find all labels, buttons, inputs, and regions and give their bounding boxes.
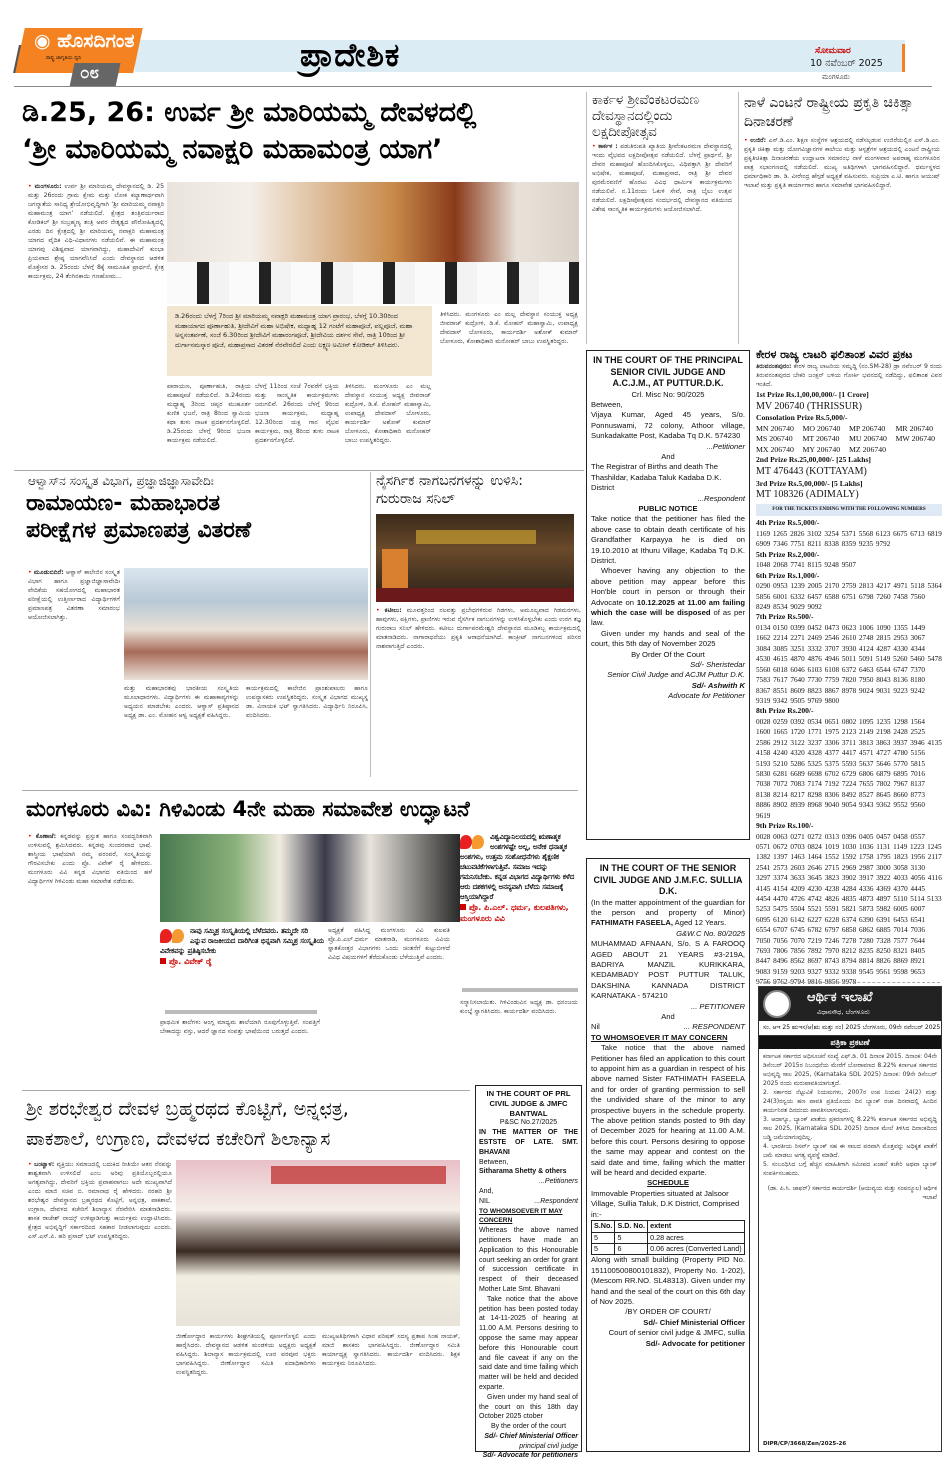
prize-label: 9th Prize Rs.100/-: [756, 820, 814, 830]
court-notice-bantwal: [475, 1085, 582, 1460]
nature-cure-story: [744, 94, 940, 344]
lead-body-text: ತಿಳಿಸಿದರು. ಮಂಗಳೂರು ಎಂ ಮಲ್ಲ ದೇವಸ್ಥಾನ ಸಂಯುಕ್ತ ಅಧ್ಯಕ್ಷ ಜೀವರಾಜ್ ಕುದ್ರೋಳಿ, ಡಿ.ಕೆ. ಮೋಹನ್ ಮಹಾಸ್ವಾಮಿ, ಉಪಾಧ್ಯಕ್ಷ ದೇವದಾಸ್ ಬೋಳೂರು, ಕಾರ್ಯದರ್ಶಿ ಅಶೋಕ್ ಕುಮಾರ್ ಬೋಳೂರು, ಕೋಶಾಧಿಕಾರಿ ಮನೋಹರ್ ಬಾಬು ಉಪಸ್ಥಿತರಿದ್ದರು.: [440, 311, 578, 345]
notice-role: ...Respondent: [534, 1197, 578, 1205]
square-bullet-icon: [160, 958, 166, 964]
notice-signature-role: Advocate for Petitioner: [668, 691, 745, 701]
prize-numbers: 0028 0063 0271 0272 0313 0396 0405 0457 0458 0557 0571 0672 0703 0824 1019 1030 1036 1131 1149 1223 1245 1382 1397 1463 1464 1552 1592 1758 1795 1823 1956 2117 2541 2573 2603 2646 2715 2969 2987 3000 3058 3130 3297 3374 3633 3645 3823 3902 3917 3922 4033 4056 4116 4145 4154 4209 4230 4238 4284 4336 4369 4370 4445 4454 4470 4726 4742 4826 4835 4873 4897 5110 5114 5133 5253 5475 5504 5521 5591 5821 5873 5982 6005 6007 6095 6120 6142 6227 6228 6374 6390 6391 6453 6541 6554 6707 6745 6782 6797 6858 6862 6885 7014 7036 7050 7056 7070 7219 7246 7278 7280 7328 7577 7644 7693 7806 7856 7892 7970 8212 8235 8250 8321 8405 8447 8496 8562 8697 8743 8794 8814 8826 8869 8921 9083 9159 9203 9327 9332 9338 9545 9561 9598 9653 9756 9762 9794 9816 9856 9978: [756, 832, 942, 987]
brand-tagline: ರಾಷ್ಟ್ರ ಜಾಗೃತಿಯ ಧ್ವನಿ: [46, 55, 82, 61]
nature-cure-headline[interactable]: ನಾಳೆ ಎಂಟನೆ ರಾಷ್ಟ್ರೀಯ ಪ್ರಕೃತಿ ಚಿಕಿತ್ಸಾ ದಿನಾಚರಣೆ: [744, 95, 914, 130]
lower-prizes: [756, 518, 942, 987]
nature-cure-body-text: ಎಸ್.ಡಿ.ಎಂ. ಶಿಕ್ಷಣ ಸಂಸ್ಥೆಗಳ ಆಶ್ರಯದಲ್ಲಿ ನಡೆಸಲ್ಪಡುವ ಉಜಿರೆಯಲ್ಲಿನ ಎಸ್.ಡಿ.ಎಂ. ಪ್ರಕೃತಿ ಚಿಕಿತ್ಸಾ ಮತ್ತು ಯೋಗವಿಜ್ಞಾನಗಳ ಕಾಲೇಜು ಮತ್ತು ಆಸ್ಪತ್ರೆಗಳ ಆಶ್ರಯದಲ್ಲಿ ಎಂಟನೆ ರಾಷ್ಟ್ರೀಯ ಪ್ರಕೃತಿಚಿಕಿತ್ಸಾ ದಿನಾಚರಣೆಯ ಉದ್ಘಾಟನಾ ಸಮಾರಂಭ ನಾಳೆ ಮಂಗಳವಾರ ಅಪರಾಹ್ನ ಮಂಗಳೂರಿನ ಪಾತ್ರ ಸಭಾಂಗಣದಲ್ಲಿ ನಡೆಯಲಿದೆ. ಮುಖ್ಯ ಅತಿಥಿಗಳಾಗಿ ಭಾಗವಹಿಸಲಿದ್ದಾರೆ. ಧರ್ಮಸ್ಥಳದ ಧರ್ಮಾಧಿಕಾರಿ ಡಾ. ಡಿ. ವೀರೇಂದ್ರ ಹೆಗ್ಗಡೆ ಅಧ್ಯಕ್ಷತೆ ವಹಿಸುವರು. ಸುಪ್ರಿಯಾ ಎ.ಟಿ. ಹಾಗೂ ಆಯುಷ್ ಇಲಾಖೆ ಮತ್ತು ಪ್ರಕೃತಿ ಕಾರ್ಯಾಗಾರ ಹಾಗೂ ಸಮಾವೇಶ ಭಾಗವಹಿಸಲಿದ್ದಾರೆ.: [744, 137, 940, 189]
gov-ad-body: [759, 1049, 941, 1205]
lottery-intro: [756, 362, 942, 390]
notice-and: And: [661, 1011, 675, 1021]
gov-ad-para: 2. ಸರ್ಕಾರದ ನೆಟ್ಟುವಿಕೆ ನಿಯಮಗಳು, 2007ರ ಉಪ ನಿಯಮ 24(2) ಮತ್ತು 24(3)ರನ್ವಯ ಹಣ ಪಾವತಿ ಪ್ರತಿಯೊಂದು ದಿನ ಬ್ಯಾಂಕ್ ರಜಾ ದಿನವಾದಲ್ಲಿ ಹಿಂದಿನ ಕಾರ್ಯನಿರತ ದಿನದಂದು ಪಾವತಿಸಲಾಗುವುದು.: [763, 1089, 937, 1114]
edition-city: ಮಂಗಳೂರು: [822, 73, 850, 81]
quote-attribution: [460, 902, 580, 924]
issue-date: 10 ನವೆಂಬರ್ 2025: [810, 58, 883, 69]
notice-text: (In the matter appointment of the guardian for the person and property of Minor): [591, 897, 745, 917]
notice-and: And,: [479, 1187, 494, 1195]
third-prize-winner: MT 108326 (ADIMALY): [756, 489, 859, 501]
prize-numbers: 0134 0150 0399 0452 0473 0623 1006 1090 1355 1449 1662 2214 2271 2469 2546 2610 2748 2815 2953 3067 3084 3085 3251 3332 3707 3930 4124 4287 4330 4344 4530 4615 4870 4876 4946 5011 5091 5149 5260 5460 5478 5560 6018 6046 6103 6108 6372 6463 6544 6747 7370 7583 7617 7640 7730 7759 7820 7950 8043 8136 8180 8367 8551 8609 8823 8867 8978 9024 9031 9223 9242 9319 9342 9505 9769 9800: [756, 624, 942, 705]
temple-headline-line1: ಶ್ರೀ ಶರಭೇಶ್ವರ ದೇವಳ ಬ್ರಹ್ಮರಥದ ಕೊಟ್ಟಿಗೆ, ಅನ್ನಛತ್ರ,: [26, 1098, 349, 1120]
schedule-intro: Immovable Properties situated at Jalsoor Village, Sullia Taluk, D.K District, Comprised in:-: [591, 1188, 740, 1219]
lottery-results: [756, 348, 942, 987]
lead-body-col3: ಬೆಳಗ್ಗೆ 11ರಿಂದ ಸಂಜೆ 7ರವರೆಗೆ ಭಕ್ತಿಯ ಮತ್ತು ಸಾಂಸ್ಕೃತಿಕ ಕಾರ್ಯಕ್ರಮಗಳು ಜರುಗಲಿವೆ. 26ರಂದು ಬೆಳಗ್ಗೆ 9ರಿಂದ ಭಜನಾ ಕಾರ್ಯಕ್ರಮ, ಮಧ್ಯಾಹ್ನ 12.30ರಿಂದ ಯಕ್ಷ ಗಾನ ವೈಭವ ಕಾರ್ಯಕ್ರಮ, ರಾತ್ರಿ 8ರಿಂದ ತುಳು ನಾಟಕ ಪ್ರದರ್ಶನಗೊಳ್ಳಲಿದೆ.: [255, 383, 339, 444]
notice-para: Take notice that the petitioner has filed the above case to obtain death certificate of his Grandfather Karpayya he is died on 19.10.2010 at Ithuru Village, Kadaba Tq D.K. District.: [591, 514, 745, 565]
dateline: ಕಾರ್ಕಳ :: [598, 143, 618, 150]
alvas-body-col1: [28, 568, 120, 774]
notice-signature-role: principal civil judge: [519, 1442, 578, 1450]
gov-ad-code: DIPR/CP/3668/Zen/2025-26: [763, 1441, 847, 1447]
temple-photo: [176, 1160, 460, 1326]
prize-numbers: 1048 2068 7741 8115 9248 9507: [756, 561, 856, 570]
notice-court: IN THE COURT OF PRL CIVIL JUDGE & JMFC BANTWAL: [486, 1089, 571, 1118]
page-number: ೦೮: [80, 63, 100, 83]
notice-para: [591, 566, 745, 628]
notice-between: Between,: [591, 399, 623, 409]
consolation-number: MY 206740: [802, 444, 841, 454]
ticket-ending-band: FOR THE TICKETS ENDING WITH THE FOLLOWING NUMBERS: [756, 504, 942, 517]
quote-author: ಪ್ರೊ. ಪಿ.ಎಲ್. ಧರ್ಮ, ಕುಲಪತಿಗಳು, ಮಂಗಳೂರು ವಿವಿ: [460, 903, 569, 923]
lottery-headline[interactable]: ಕೇರಳ ರಾಜ್ಯ ಲಾಟರಿ ಫಲಿತಾಂಶ ವಿವರ ಪ್ರಕಟ: [756, 348, 913, 361]
notice-court: IN THE COURT OF THE SENIOR CIVIL JUDGE AND J.M.F.C. SULLIA D.K.: [593, 863, 743, 896]
notice-para: Whereas the above named petitioners have made an Application to this Honourable court seeking an order for grant of succession certificate in respect of their deceased Mother Late Smt. Bhavani: [479, 1227, 578, 1293]
quote-icon: [460, 832, 486, 852]
lead-body-text: ಉರ್ವ ಶ್ರೀ ಮಾರಿಯಮ್ಮ ದೇವಸ್ಥಾನದಲ್ಲಿ ಡಿ. 25 ಮತ್ತು 26ರಂದು ಗ್ರಾಮ ಕ್ಷೇಮ ಮತ್ತು ಲೋಕ ಕಲ್ಯಾಣಾರ್ಥವಾಗಿ ಜಗನ್ಮಾತೆಯ ಸಾನಿಧ್ಯ ಶ್ರೇಯೋಭಿವೃದ್ಧಿಗಾಗಿ ‘ಶ್ರೀ ಮಾರಿಯಮ್ಮ ನವಾಕ್ಷರಿ ಮಹಾಮಂತ್ರ ಯಾಗ’ ನಡೆಯಲಿದೆ. ಕ್ಷೇತ್ರದ ತಂತ್ರಿವರ್ಯರಾದ ಕೋಡಿಕಲ್ ಶ್ರೀ ಸುಬ್ರಹ್ಮಣ್ಯ ತಂತ್ರಿ ಅವರ ನೇತೃತ್ವದ ಪೌರೋಹಿತ್ಯದಲ್ಲಿ ಎರಡು ದಿನ ಕ್ಷೇತ್ರದಲ್ಲಿ ಶ್ರೀ ಮಾರಿಯಮ್ಮ ನವಾಕ್ಷರಿ ಮಹಾಮಂತ್ರ ಯಾಗದ ವೈದಿಕ ವಿಧಿ-ವಿಧಾನಗಳು ನಡೆಯಲಿವೆ. ಈ ಮಹಾಮಂತ್ರ ಯಾಗವು ವಿಶಿಷ್ಟವಾದ ಯಾಗವಾಗಿದ್ದು, ಮಹಾದೇವಿಗೆ ಕುಂಭಾ ಪ್ರಿಯವಾದ ಶ್ರೇಷ್ಠ ಯಾಗವೆನಿಸಿದೆ ಎಂದು ದೇವಸ್ಥಾನದ ಆಡಳಿತ ಮೊಕ್ತೇಸರ ಡಿ. 25ರಂದು ಬೆಳಗ್ಗೆ 8ಕ್ಕೆ ಸಾಮೂಹಿಕ ಪ್ರಾರ್ಥನೆ, ಕ್ಷೇತ್ರ ಕಾರ್ಯಕ್ರಮ, 24 ತೆಂಗಿನಕಾಯಿ ಗಣಹೋಮ...: [28, 183, 165, 280]
dateline: ಕಟೀಲು:: [384, 607, 402, 614]
lead-headline[interactable]: [22, 94, 582, 168]
quote-box-vivek-rai: [160, 926, 324, 1000]
dateline: ಉಜಿರೆ:: [750, 137, 767, 144]
masthead: [0, 0, 945, 88]
gov-ad-band: ಪತ್ರಿಕಾ ಪ್ರಕಟಣೆ: [759, 1036, 941, 1049]
notice-para: Given under my hands and seal of the court, this 5th day of November 2025: [591, 628, 745, 649]
notice-respondent-row: [479, 1197, 578, 1207]
university-headline[interactable]: ಮಂಗಳೂರು ವಿವಿ: ಗಿಳಿವಿಂಡು 4ನೇ ಮಹಾ ಸಮಾವೇಶ ಉದ್ಘಾಟನೆ: [26, 797, 470, 821]
brand-logo: ◉ ಹೊಸದಿಗಂತ: [34, 30, 135, 52]
prize-numbers: 0028 0259 0392 0534 0651 0802 1095 1235 1298 1564 1600 1665 1720 1771 1975 2123 2149 2198 2428 2525 2586 2912 3122 3237 3306 3711 3813 3863 3937 3946 4135 4158 4240 4320 4328 4377 4417 4571 4727 4780 5156 5193 5210 5286 5325 5375 5593 5637 5646 5770 5815 5830 6281 6689 6698 6702 6729 6806 6879 6895 7016 7038 7072 7083 7174 7192 7224 7655 7802 7967 8137 8138 8214 8217 8298 8306 8492 8527 8645 8660 8773 8886 8902 8939 8968 9040 9054 9343 9362 9552 9560 9619: [756, 717, 942, 820]
notice-signature-role: Senior Civil Judge and ACJM Puttur D.K.: [607, 670, 745, 680]
caption-text: ಡಿ.26ರಂದು ಬೆಳಗ್ಗೆ 7ರಿಂದ ಶ್ರೀ ಮಾರಿಯಮ್ಮ ನವಾಕ್ಷರಿ ಮಹಾಮಂತ್ರ ಯಾಗ ಪ್ರಾರಂಭ, ಬೆಳಗ್ಗೆ 10.30ರಿಂದ ಮಹಾಯಾಗದ ಪೂರ್ಣಾಹುತಿ, ಶ್ರೀದೇವಿಗೆ ಮಹಾ ಅಭಿಷೇಕ, ಮಧ್ಯಾಹ್ನ 12 ಗಂಟೆಗೆ ಮಹಾಪೂಜೆ, ಪಲ್ಲಪೂಜೆ, ಮಹಾ ಅನ್ನಸಂತರ್ಪಣೆ, ಸಂಜೆ 6.30ರಿಂದ ಶ್ರೀದೇವಿಗೆ ಮಹಾರಂಗಪೂಜೆ, ಶ್ರೀದೇವಿಯ ದರ್ಶನ ಸೇವೆ, ರಾತ್ರಿ 10ರಿಂದ ಶ್ರೀ ದುರ್ಗಾನಮಸ್ಕಾರ ಪೂಜೆ, ಮಹಾಪ್ರಸಾದ ವಿತರಣೆ ನೆರವೇರಲಿದೆ ಎಂದು ಲಕ್ಷ್ಮಣ ಅಮೀನ್ ಕೋಡಿಕಲ್ ತಿಳಿಸಿದರು.: [175, 312, 413, 349]
section-title: ಪ್ರಾದೇಶಿಕ: [300, 36, 401, 74]
quote-icon: [160, 926, 186, 946]
notice-case-no: P&SC No.27/2025: [499, 1119, 558, 1127]
bullet-icon: •: [28, 183, 35, 190]
prize-label: 6th Prize Rs.1,000/-: [756, 570, 820, 580]
university-body-text: ಕನ್ನಡವನ್ನು ಪ್ರಸ್ತುತ ಹಾಗೂ ಸಂಪದ್ಭರಿತವಾಗಿ ಉಳಿಸುವಲ್ಲಿ ಶ್ರಮಿಸಿದವರು. ಕನ್ನಡವು ಸುಂದರವಾದ ಭಾಷೆ. ಶಾಸ್ತ್ರೀಯ ಭಾಷೆಯಾಗಿ ನಮ್ಮ ಪರಂಪರೆ, ಸಂಸ್ಕೃತಿಯನ್ನು ಗೌರವಿಸಬೇಕು ಎಂದು ಪ್ರೊ. ವಿವೇಕ್ ರೈ ಹೇಳಿದರು. ಮಂಗಳೂರು ವಿವಿ ಕನ್ನಡ ವಿಭಾಗದ ವತಿಯಿಂದ ಹಳೆ ವಿದ್ಯಾರ್ಥಿಗಳ ಗಿಳಿವಿಂಡು ಮಹಾ ಸಮಾವೇಶ ನಡೆಯಿತು.: [28, 833, 152, 885]
square-bullet-icon: [460, 904, 466, 910]
alvas-story: [0, 472, 372, 777]
notice-role: ... RESPONDENT: [683, 1022, 745, 1032]
notice-signature: Sd/- Advocate for petitioners: [482, 1452, 578, 1460]
alvas-body-text: ಆಳ್ವಾಸ್ ಕಾಲೇಜಿನ ಸಂಸ್ಕೃತ ವಿಭಾಗ ಹಾಗೂ ಪ್ರಜ್ಞಾಜಿಜ್ಞಾಸಾವೇದಿಃ ವೇದಿಕೆಯ ಸಹಯೋಗದಲ್ಲಿ ಮಹಾಭಾರತ ಪರೀಕ್ಷೆಯಲ್ಲಿ ಉತ್ತೀರ್ಣರಾದ ವಿದ್ಯಾರ್ಥಿಗಳಿಗೆ ಪ್ರಮಾಣಪತ್ರ ವಿತರಣಾ ಸಮಾರಂಭ ಆಯೋಜಿಸಲಾಗಿತ್ತು.: [28, 569, 120, 621]
notice-signature-role: Court of senior civil judge & JMFC, sullia: [608, 1328, 745, 1338]
naga-body: [376, 606, 581, 774]
notice-role: ...Respondent: [697, 493, 745, 503]
gov-ad-para: 5. ಸಂಬಂಧಿಸಿದ ಬಗ್ಗೆ ಹೆಚ್ಚಿನ ಮಾಹಿತಿಗಾಗಿ ಸಮೀಪದ ಖಜಾನೆ ಕಚೇರಿ ಅಥವಾ ಬ್ಯಾಂಕ್ ಸಂಪರ್ಕಿಸಬಹುದು.: [763, 1161, 937, 1177]
state-emblem-icon: [763, 990, 791, 1018]
gov-finance-ad: [758, 986, 942, 1452]
bullet-icon: •: [592, 143, 599, 150]
bullet-icon: •: [28, 1161, 35, 1168]
lead-body-col5: [440, 310, 578, 464]
section-divider: [758, 982, 940, 983]
consolation-number: MW 206740: [895, 434, 935, 444]
university-story: [0, 792, 582, 1088]
alvas-headline-line2: ಪರೀಕ್ಷೆಗಳ ಪ್ರಮಾಣಪತ್ರ ವಿತರಣೆ: [26, 518, 251, 543]
notice-case-no: Crl. Misc No: 90/2025: [631, 389, 705, 399]
gov-ad-para: 4. ಭಾರತೀಯ ರಿಸರ್ವ್ ಬ್ಯಾಂಕ್ ಸಹ ಈ ಸಾಲದ ಪರವಾಗಿ ಮೊತ್ತವನ್ನು ಅಧಿಕೃತ ಖಾತೆಗೆ ಜಮೆ ಮಾಡಲು ಅಗತ್ಯ ವ್ಯವಸ್ಥೆ ಮಾಡಿದೆ.: [763, 1143, 937, 1159]
lottery-table: [756, 390, 942, 988]
notice-title: PUBLIC NOTICE: [638, 503, 698, 513]
second-prize-label: 2nd Prize Rs.25,00,000/- [25 Lakhs]: [756, 455, 871, 465]
first-prize-winner: MV 206740 (THRISSUR): [756, 400, 862, 412]
nature-cure-body: [744, 136, 940, 336]
column-divider: [586, 92, 587, 344]
bullet-icon: •: [376, 607, 385, 614]
gov-ad-dept: ಆರ್ಥಿಕ ಇಲಾಖೆ: [807, 990, 873, 1005]
schedule-header-row: [592, 1221, 745, 1232]
issue-day: ಸೋಮವಾರ: [815, 46, 851, 56]
schedule-row: [592, 1243, 745, 1254]
prize-label: 7th Prize Rs.500/-: [756, 612, 814, 622]
naga-headline[interactable]: ನೈಸರ್ಗಿಕ ನಾಗಬನಗಳನ್ನು ಉಳಿಸಿ: ಗುರುರಾಜ ಸನಿಲ್: [376, 473, 523, 507]
globe-icon: ◉: [34, 30, 51, 52]
gov-ad-para: 3. ಆದಾಗ್ಯೂ, ಬ್ಯಾಂಕ್ ಖಾತೆಯ ಪ್ರಕರಣಗಳಲ್ಲಿ 8.22% ಕರ್ನಾಟಕ ಸರ್ಕಾರದ ಅಭಿವೃದ್ಧಿ ಸಾಲ 2025, (Karnataka SDL 2025) ದಿನಾಂಕ ಮೇಲೆ ತಿಳಿಸಿದ ದಿನಾಂಕದಿಂದ ಬಡ್ಡಿ ಜಮೆಯಾಗುವುದಿಲ್ಲ.: [763, 1116, 937, 1141]
university-body-col1: [28, 832, 152, 1082]
dateline: ಮೂಡುಬಿದಿರೆ:: [33, 569, 64, 576]
lead-photo: [167, 182, 579, 304]
prize-label: 4th Prize Rs.5,000/-: [756, 518, 820, 528]
quote-box-dharma: [460, 832, 580, 982]
notice-role: ... PETITIONER: [690, 1001, 745, 1011]
prize-label: 8th Prize Rs.200/-: [756, 706, 814, 716]
notice-para: Given under my hand seal of the court on this 18th day October 2025 ctober: [479, 1393, 578, 1421]
alvas-body-col2: ಮತ್ತು ಮಹಾಭಾರತವು ಭಾರತೀಯ ಸಂಸ್ಕೃತಿಯ ಮೂಲಾಧಾರಗಳು. ವಿದ್ಯಾರ್ಥಿಗಳು ಈ ಮಹಾಕಾವ್ಯಗಳನ್ನು ಅಧ್ಯಯನ ಮಾಡಬೇಕು ಎಂದರು. ಆಳ್ವಾಸ್ ಪ್ರತಿಷ್ಠಾನದ ಅಧ್ಯಕ್ಷ ಡಾ. ಎಂ. ಮೋಹನ ಆಳ್ವ ಅಧ್ಯಕ್ಷತೆ ವಹಿಸಿದ್ದರು.: [124, 685, 239, 719]
lead-headline-line2: ‘ಶ್ರೀ ಮಾರಿಯಮ್ಮ ನವಾಕ್ಷರಿ ಮಹಾಮಂತ್ರ ಯಾಗ’: [22, 134, 443, 165]
gov-ad-ref: ಸಂ. ಆಇ 25 ಋಇಸ/ಆ(ಋ ಮತ್ತು ನಂ) 2025 ಬೆಂಗಳೂರು, 09ನೇ ನವೆಂಬರ್ 2025: [759, 1021, 941, 1036]
quote-divider: [462, 988, 578, 992]
notice-signature: Sd/- Chief Ministerial Officer: [484, 1432, 578, 1440]
notice-between: Between,: [479, 1158, 509, 1166]
section-divider: [22, 1090, 470, 1091]
karkala-story: [592, 92, 732, 344]
karkala-headline[interactable]: ಕಾರ್ಕಳ ಶ್ರೀವೆಂಕಟರಮಣ ದೇವಸ್ಥಾನದಲ್ಲಿಂದು ಲಕ್ಷದೀಪೋತ್ಸವ: [592, 92, 700, 140]
notice-para: Take notice that the above petition has been posted today at 14-11-2025 of hearing at 11.00 A.M. Persons desiring to oppose the same may appear before this Honourable court and file caveat if any on the said date and time failing which matter will be held and decided exparte.: [479, 1295, 578, 1391]
consolation-number: MT 206740: [802, 434, 840, 444]
naga-story: [376, 472, 581, 777]
lottery-intro-text: ಕೇರಳ ರಾಜ್ಯ ಲಾಟರಿಯ ಸಮೃದ್ಧಿ (ನಂ.SM-28) ಡ್ರಾ ನವೆಂಬರ್ 9 ರಂದು ತಿರುವನಂತಪುರದ ಬೇಕರಿ ಜಂಕ್ಷನ್ ಬಳಿಯ ಗೋರ್ಕಿ ಭವನದಲ್ಲಿ ನಡೆದಿದ್ದು, ಫಲಿತಾಂಶ ವಿವರ ಇಂತಿದೆ.: [756, 363, 942, 388]
notice-respondent: The Registrar of Births and death The Thashildar, Kadaba Taluk Kadaba D.K. District: [591, 462, 722, 493]
quote-attribution: [160, 956, 324, 967]
section-divider: [22, 790, 578, 791]
gov-ad-location: ವಿಧಾನಸೌಧ, ಬೆಂಗಳೂರು: [817, 1008, 870, 1016]
dateline: ಕೊಣಾಜೆ:: [35, 833, 57, 840]
masthead-band: [135, 40, 905, 72]
lead-body-col1: [28, 182, 164, 464]
temple-headline-line2: ಪಾಕಶಾಲೆ, ಉಗ್ರಾಣ, ದೇವಳದ ಕಚೇರಿಗೆ ಶಿಲಾನ್ಯಾಸ: [26, 1128, 331, 1150]
prize-numbers: 1169 1265 2826 3102 3254 5371 5568 6123 6675 6713 6819 6909 7346 7751 8211 8338 8359 9235 9792: [756, 529, 942, 549]
alvas-photo: [124, 568, 368, 680]
consolation-number: MU 206740: [849, 434, 887, 444]
court-notice-sullia: [586, 858, 750, 1452]
schedule-row: [592, 1232, 745, 1243]
schedule-cell: 0.28 acres: [648, 1232, 745, 1243]
consolation-number: MO 206740: [802, 423, 841, 433]
schedule-header: extent: [648, 1221, 745, 1232]
notice-nil: Nil: [591, 1022, 600, 1032]
temple-body-col3: ಮುಖ್ಯಅತಿಥಿಗಳಾಗಿ ವಿಧಾನ ಪರಿಷತ್ ಸದಸ್ಯ ಪ್ರತಾಪ ಸಿಂಹ ನಾಯಕ್, ಮಾಜಿ ಶಾಸಕರು ಭಾಗವಹಿಸಿದ್ದರು. ಜೀರ್ಣೋದ್ಧಾರ ಸಮಿತಿ ಕಾರ್ಯಾಧ್ಯಕ್ಷ ಸ್ವಾಗತಿಸಿದರು. ಕಾರ್ಯದರ್ಶಿ ವಂದಿಸಿದರು. ಶಿಕ್ಷಕ ಕಾರ್ಯಕ್ರಮ ನಿರೂಪಿಸಿದರು.: [322, 1333, 460, 1367]
gov-ad-signature: (ಡಾ. ಪಿ.ಸಿ. ಜಾಫರ್) ಸರ್ಕಾರದ ಕಾರ್ಯದರ್ಶಿ (ಆಯವ್ಯಯ ಮತ್ತು ಸಂಪನ್ಮೂಲ) ಆರ್ಥಿಕ ಇಲಾಖೆ: [767, 1185, 937, 1201]
column-divider: [370, 472, 371, 777]
alvas-headline[interactable]: [26, 490, 371, 544]
schedule-cell: 5: [592, 1243, 615, 1254]
consolation-label: Consolation Prize Rs.5,000/-: [756, 413, 848, 423]
court-notice-puttur: [586, 350, 750, 840]
notice-signature: Sd/- Chief Ministerial Officer: [643, 1317, 745, 1327]
schedule-cell: 0.06 acres (Converted Land): [648, 1243, 745, 1254]
notice-matter: [591, 898, 745, 929]
quote-author: ಪ್ರೊ. ವಿವೇಕ್ ರೈ: [169, 957, 212, 966]
lead-headline-line1: ಡಿ.25, 26: ಉರ್ವ ಶ್ರೀ ಮಾರಿಯಮ್ಮ ದೇವಳದಲ್ಲಿ: [22, 97, 477, 128]
bullet-icon: •: [744, 137, 751, 144]
gov-ad-para: ಕರ್ನಾಟಕ ಸರ್ಕಾರದ ಅಧಿಸೂಚನೆ ಸಂಖ್ಯೆ ಎಫ್.ಡಿ. 01 ದಿನಾಂಕ 2015. ದಿನಾಂಕ: 04ನೇ ಡಿಸೆಂಬರ್ 2015ರ ನಿಬಂಧನೆಯ ಮೇರೆಗೆ ಬೋರಾವಣದ 8.22% ಕರ್ನಾಟಕ ಸರ್ಕಾರದ ಅಭಿವೃದ್ಧಿ ಸಾಲ 2025, (Karnataka SDL 2025) ದಿನಾಂಕ: 09ನೇ ಡಿಸೆಂಬರ್ 2025 ರಂದು ಮರುಪಾವತಿಯಾಗುತ್ತದೆ.: [763, 1053, 937, 1087]
notice-respondent-row: [591, 1022, 745, 1032]
schedule-table: [591, 1220, 745, 1255]
notice-text: of as per law.: [591, 608, 745, 628]
lead-story: [0, 90, 585, 468]
schedule-header: S.No.: [592, 1221, 615, 1232]
notice-para: Along with small building (Property PID No. 151100500800101832), Property No. 1-202), (Mescom RR.NO. SL48313). Given under my hand and the seal of the court on this 6th day of Nov 2025.: [591, 1255, 745, 1306]
temple-headline[interactable]: [26, 1094, 471, 1154]
naga-body-text: ಮೂವತ್ತರಿಂದ ನಲವತ್ತು ಪ್ರಬೇಧಗಳಿರುವ ಗಿಡಗಳು, ಅಮೂಲ್ಯವಾದ ಗಿಡಮರಗಳು, ಹಾವುಗಳು, ಪಕ್ಷಿಗಳು, ಪ್ರಾಣಿಗಳು ಇರುವ ನೈಸರ್ಗಿಕ ನಾಗಬನಗಳನ್ನು ಉಳಿಸಿಕೊಳ್ಳಬೇಕು ಎಂದು ಉರಗ ತಜ್ಞ ಗುರುರಾಜ ಸನಿಲ್ ಹೇಳಿದರು. ಕಟೀಲು ದುರ್ಗಾಪರಮೇಶ್ವರಿ ದೇವಸ್ಥಾನದ ಮೂಡಿಕಬ್ಬ ಕಾರ್ಯಕ್ರಮದಲ್ಲಿ ಮಾತನಾಡಿದರು. ನಾಗಾರಾಧನೆಯು ಪ್ರಕೃತಿ ಆರಾಧನೆಯಾಗಿದೆ. ಕಾಂಕ್ರೀಟ್ ನಾಗಬನಗಳಿಂದ ಪರಿಸರ ನಾಶವಾಗುತ್ತಿದೆ ಎಂದರು.: [376, 607, 581, 650]
schedule-cell: 5: [592, 1232, 615, 1243]
temple-body-col2: ಜೀರ್ಣೋದ್ಧಾರ ಕಾರ್ಯಗಳು ಶೀಘ್ರಗತಿಯಲ್ಲಿ ಪೂರ್ಣಗೊಳ್ಳಲಿ ಎಂದು ಹಾರೈಸಿದರು. ದೇವಸ್ಥಾನದ ಆಡಳಿತ ಮಂಡಳಿಯ ಅಧ್ಯಕ್ಷರು ಅಧ್ಯಕ್ಷತೆ ವಹಿಸಿದ್ದರು. ಶಿಲಾನ್ಯಾಸ ಕಾರ್ಯಕ್ರಮದಲ್ಲಿ ಊರ ಪರವೂರ ಭಕ್ತರು ಭಾಗವಹಿಸಿದ್ದರು. ಜೀರ್ಣೋದ್ಧಾರ ಸಮಿತಿ ಪದಾಧಿಕಾರಿಗಳು ಉಪಸ್ಥಿತರಿದ್ದರು.: [176, 1333, 316, 1376]
university-body-col2: ಪ್ರಾಥಮಿಕ ಶಾಲೆಗಳು ಆಂಗ್ಲ ಮಾಧ್ಯಮ ಶಾಲೆಯಾಗಿ ರೂಪುಗೊಳ್ಳುತ್ತಿವೆ. ಸಂಪತ್ತಿಗೆ ಬೇಕಾದದ್ದು ವಸ್ತು, ಆದರೆ ಜ್ಞಾನದ ಸಂಪತ್ತು ಭಾಷೆಯಿಂದ ಬರುತ್ತದೆ ಎಂದರು.: [160, 1019, 320, 1035]
notice-signature: Sd/- Ashwith K: [691, 680, 745, 690]
notice-role: ...Petitioner: [706, 441, 745, 451]
notice-petitioner: Vijaya Kumar, Aged 45 years, S/o. Ponnuswami, 72 colony, Athoor village, Sunkadakatte Post, Kadaba Tq D.K. 574230: [591, 410, 745, 441]
consolation-numbers: [756, 424, 942, 456]
consolation-number: MP 206740: [849, 423, 886, 433]
naga-photo: [376, 514, 574, 602]
notice-text: Whoever having any objection to the above petition may appear before this Hon'ble court in person or through their Advocate on: [591, 566, 745, 607]
alvas-kicker: ಆಳ್ವಾಸ್‌ನ ಸಂಸ್ಕೃತ ವಿಭಾಗ, ಪ್ರಜ್ಞಾಜಿಜ್ಞಾಸಾವೇದಿಃ: [28, 474, 214, 488]
temple-body-text: ವ್ಯಕ್ತಿಯು ಸಮಾಜದಲ್ಲಿ ಬದುಕಿದ ರೀತಿಯೇ ಆತನ ನೆನಪನ್ನು ಶಾಶ್ವತವಾಗಿ ಉಳಿಸಲಿದೆ ಎಂಬ ಅರಿವು ಪ್ರತಿಯೊಬ್ಬರಲ್ಲಿಯೂ ಅಗತ್ಯವಾಗಿದ್ದು, ದೇವರಿಗೆ ಭಕ್ತಿಯ ಪ್ರವಾಹವಾಗಲು ಅದೇ ಮುಖ್ಯವಾಗಿದೆ ಎಂದು ಮಾಜಿ ಸಚಿವ ಬಿ. ರಮಾನಾಥ ರೈ ಹೇಳಿದರು. ನರಹರಿ ಶ್ರೀ ಶರಭೇಶ್ವರ ದೇವಸ್ಥಾನದ ಬ್ರಹ್ಮರಥದ ಕೊಟ್ಟಿಗೆ, ಅನ್ನಛತ್ರ, ಪಾಕಶಾಲೆ, ಉಗ್ರಾಣ, ದೇವಳದ ಕಚೇರಿಗೆ ಶಿಲಾನ್ಯಾಸ ನೆರವೇರಿಸಿ ಮಾತನಾಡಿದರು. ಶಾಸಕ ರಾಜೇಶ್ ನಾಯ್ಕ್ ಉಳಿಪ್ಪಾಡಿಗುತ್ತು ಕಾರ್ಯಕ್ರಮ ಉದ್ಘಾಟಿಸಿದರು. ಕ್ಷೇತ್ರದ ಅಭಿವೃದ್ಧಿಗೆ ಸರ್ಕಾರದಿಂದ ಸಹಕಾರ ನೀಡಲಾಗುವುದು ಎಂದರು. ಎಸ್.ಎಸ್.ಪಿ. ಹರಿ ಪ್ರಸಾದ್ ಭಟ್ ಉಪಸ್ಥಿತರಿದ್ದರು.: [28, 1161, 172, 1240]
lead-photo-caption: [167, 306, 432, 376]
schedule-title: SCHEDULE: [647, 1178, 689, 1188]
temple-body-col1: [28, 1160, 172, 1450]
consolation-number: MR 206740: [895, 423, 933, 433]
notice-petitioner: MUHAMMAD AFNAAN, S/o. S A FAROOQ AGED ABOUT 21 YEARS #3-219A, BADRIYA MANZIL KURIKKARA, KEDAMBADY POST PUTTUR TALUK, DAKSHINA KANNADA DISTRICT KARNATAKA - 574210: [591, 939, 745, 1001]
university-body-col3: ಅಧ್ಯಕ್ಷತೆ ವಹಿಸಿದ್ದ ಮಂಗಳೂರು ವಿವಿ ಕುಲಪತಿ ಪ್ರೊ.ಪಿ.ಎಲ್.ಧರ್ಮ ಮಾತನಾಡಿ, ಮಂಗಳೂರು ವಿವಿಯ ಸ್ನಾತಕೋತ್ತರ ವಿಭಾಗಗಳು ಒಂದು ಚಿಂತನೆಗೆ ಕುಟ್ಟುಬೀಳದೆ ವಿವಿಧ ವಿಷಯಗಳಿಗೆ ತೆರೆದುಕೊಂಡು ಬೆಳೆಯುತ್ತಿವೆ ಎಂದರು.: [328, 927, 450, 961]
notice-order: By Order Of the Court: [631, 649, 705, 659]
prize-label: 5th Prize Rs.2,000/-: [756, 549, 820, 559]
schedule-cell: 6: [615, 1243, 648, 1254]
notice-and: And: [661, 451, 675, 461]
university-body-col4: ಸನ್ಮಾನಿಸಲಾಯಿತು. ಗಿಳಿವಿಂಡುವಿನ ಅಧ್ಯಕ್ಷ ಡಾ. ಧನಂಜಯ ಕುಂಬ್ಳೆ ಸ್ವಾಗತಿಸಿದರು. ಕಾರ್ಯದರ್ಶಿ ವಂದಿಸಿದರು.: [460, 999, 578, 1015]
quote-divider: [165, 1010, 317, 1014]
karkala-body: [592, 142, 732, 312]
second-prize-winner: MT 476443 (KOTTAYAM): [756, 466, 867, 478]
gov-ad-header: [759, 987, 941, 1021]
notice-to-whom: TO WHOMSOEVER IT MAY CONCERN: [479, 1207, 563, 1225]
lead-body-col4: ತಿಳಿಸಿದರು. ಮಂಗಳೂರು ಎಂ ಮಲ್ಲ ದೇವಸ್ಥಾನ ಸಂಯುಕ್ತ ಅಧ್ಯಕ್ಷ ಜೀವರಾಜ್ ಕುದ್ರೋಳಿ, ಡಿ.ಕೆ. ಮೋಹನ್ ಮಹಾಸ್ವಾಮಿ, ಉಪಾಧ್ಯಕ್ಷ ದೇವದಾಸ್ ಬೋಳೂರು, ಕಾರ್ಯದರ್ಶಿ ಅಶೋಕ್ ಕುಮಾರ್ ಬೋಳೂರು, ಕೋಶಾಧಿಕಾರಿ ಮನೋಹರ್ ಬಾಬು ಉಪಸ್ಥಿತರಿದ್ದರು.: [345, 383, 431, 444]
masthead-divider: [14, 86, 932, 87]
dateline: ಬಂಟ್ವಾಳ:: [34, 1161, 55, 1168]
notice-signature: Sd/- Sheristedar: [690, 660, 745, 670]
university-photo: [160, 834, 460, 922]
notice-order: /BY ORDER OF COURT/: [625, 1307, 711, 1317]
quote-text: ನಾವು ಸಮ್ಮಿಶ್ರ ಸಂಸ್ಕೃತಿಯಲ್ಲಿ ಬೆಳೆದವರು. ತಮ್ಮದೇ ಸರಿ ಎನ್ನುವ ರಾಜಕೀಯದ ದಾರಿಗಿಂತ ಭಿನ್ನವಾಗಿ ಸಮ್ಮಿಶ್ರ ಸಂಸ್ಕೃತಿಯ ವಿವೇಕವನ್ನು ಪ್ರತಿಷ್ಠಿಸಬೇಕು: [160, 927, 324, 955]
schedule-header: S.D. No.: [615, 1221, 648, 1232]
notice-court: IN THE COURT OF THE PRINCIPAL SENIOR CIVIL JUDGE AND A.C.J.M., AT PUTTUR.D.K.: [593, 355, 743, 388]
column-divider: [738, 92, 739, 344]
quote-text: ವಿಶ್ವವಿದ್ಯಾನಿಲಯದಲ್ಲಿ ಋಣಾತ್ಮಕ ಅಂಶಗಳಷ್ಟೇ ಅಲ್ಲ, ಅನೇಕ ಧನಾತ್ಮಕ ಅಂಶಗಳು, ಉತ್ತಮ ಸಂಶೋಧನೆಗಳು ಶೈಕ್ಷಣಿಕ ಚಟುವಟಿಕೆಗಳಾಗುತ್ತಿವೆ. ಸಮಾಜ ಇದನ್ನು ಗಮನಿಸಬೇಕು. ಕನ್ನಡ ವಿಭಾಗದ ವಿದ್ಯಾರ್ಥಿಗಳು ಕಳೆದ ಆರು ದಶಕಗಳಲ್ಲಿ ಅನನ್ಯವಾಗಿ ಬೆಳೆದು ಸಮಾಜಕ್ಕೆ ಆಸ್ತಿಯಾಗಿದ್ದಾರೆ: [460, 833, 575, 901]
notice-matter: IN THE MATTER OF THE ESTSTE OF LATE. SMT. BHAVANI: [479, 1129, 578, 1156]
consolation-number: MX 206740: [756, 444, 794, 454]
dateline: ತಿರುವನಂತಪುರಂ:: [756, 363, 792, 370]
prize-numbers: 0290 0953 1239 2005 2170 2759 2813 4217 4971 5118 5364 5856 6001 6332 6457 6588 6751 6798 7260 7458 7560 8249 8534 9029 9092: [756, 582, 942, 612]
notice-hearing-date: 10.12.2025 at 11.00 am failing which the case will be disposed: [591, 597, 745, 618]
notice-to-whom: TO WHOMSOEVER IT MAY CONCERN: [591, 1032, 728, 1042]
consolation-number: MN 206740: [756, 423, 794, 433]
notice-text: Aged 12 Years.: [672, 918, 727, 928]
consolation-number: MZ 206740: [849, 444, 887, 454]
dateline: ಮಂಗಳೂರು:: [34, 183, 62, 190]
temple-story: [0, 1092, 475, 1454]
alvas-headline-line1: ರಾಮಾಯಣ- ಮಹಾಭಾರತ: [26, 491, 221, 516]
notice-para: Take notice that the above named Petitioner has filed an application to this court to appoint him as a guardian in respect of his above named Sister FATHIMATH FASEELA and for order of granting permission to sell the undivided share of the minor to any prospective buyers in the schedule property. The above petition stands posted to 9th day of December 2025 for hearing at 11.00 A.M. before this court. Persons desiring to oppose the same may appear and contest on the said date and time, failing which the matter will be heard and decided exparte.: [591, 1043, 745, 1178]
lead-body-col2: ಪಾರಾಯಣ, ಪೂರ್ಣಾಹುತಿ, ರಾತ್ರಿಯ ಮಹಾಪೂಜೆ ನಡೆಯಲಿದೆ. ಡಿ.24ರಂದು ಮಧ್ಯಾಹ್ನ 3ರಿಂದ ಚಪ್ಪರ ಮುಹೂರ್ತ ಕುಣಿತ ಭಜನೆ, ರಾತ್ರಿ 8ರಿಂದ ಸ್ವಾಮಿಯ ಕಥಾ ತುಳು ನಾಟಕ ಪ್ರದರ್ಶನಗೊಳ್ಳಲಿದೆ. ಡಿ.25ರಂದು ಬೆಳಗ್ಗೆ 9ರಿಂದ ಭಜನಾ ಕಾರ್ಯಕ್ರಮ ನಡೆಯಲಿದೆ.: [167, 383, 251, 444]
bullet-icon: •: [28, 833, 36, 840]
bullet-icon: •: [28, 569, 34, 576]
notice-nil: NIL: [479, 1197, 490, 1205]
schedule-cell: 5: [615, 1232, 648, 1243]
notice-role: ...Petitioners: [539, 1178, 578, 1186]
notice-case-no: G&W.C No. 80/2025: [676, 928, 745, 938]
section-divider: [14, 470, 584, 471]
alvas-body-col3: ಕಾರ್ಯಕ್ರಮದಲ್ಲಿ ಕಾಲೇಜಿನ ಪ್ರಾಂಶುಪಾಲರು ಹಾಗೂ ಉಪನ್ಯಾಸಕರು ಉಪಸ್ಥಿತರಿದ್ದರು. ಸಂಸ್ಕೃತ ವಿಭಾಗದ ಮುಖ್ಯಸ್ಥ ಡಾ. ವಿನಾಯಕ ಭಟ್ ಸ್ವಾಗತಿಸಿದರು. ವಿದ್ಯಾರ್ಥಿನಿ ನಿರೂಪಿಸಿ, ವಂದಿಸಿದರು.: [246, 685, 368, 719]
karkala-body-text: ಪಡುತಿರುಪತಿ ಖ್ಯಾತಿಯ ಶ್ರೀವೆಂಕಟರಮಣ ದೇವಸ್ಥಾನದಲ್ಲಿ ಇಂದು ವೈಭವದ ಲಕ್ಷದೀಪೋತ್ಸವ ನಡೆಯಲಿದೆ. ಬೆಳಗ್ಗೆ ಪ್ರಾರ್ಥನೆ, ಶ್ರೀ ದೇವರ ಮಹಾಪೂಜೆ ಹೊಂದಿಸಿಕೊಳ್ಳಲು, ವಿಧಿವತ್ತಾಗಿ ಶ್ರೀ ದೇವರಿಗೆ ಅಭಿಷೇಕ, ಮಹಾಪೂಜೆ, ಮಹಾಪ್ರಸಾದ, ರಾತ್ರಿ ಶ್ರೀ ದೇವರ ಪುರಮೆರವಣಿಗೆ ಹೊರಟು ವಿವಿಧ ಧಾರ್ಮಿಕ ಕಾರ್ಯಕ್ರಮಗಳು ನಡೆಯಲಿವೆ. ನ.11ರಂದು ಓಕುಳಿ ಸೇವೆ, ರಾತ್ರಿ ಬೈಲು ಉತ್ಸವ ನಡೆಯಲಿದೆ. ಲಕ್ಷದೀಪೋತ್ಸವದ ಸಂದರ್ಭದಲ್ಲಿ ದೇವಸ್ಥಾನದ ವತಿಯಿಂದ ವಿಶೇಷ ಸಾಂಸ್ಕೃತಿಕ ಕಾರ್ಯಕ್ರಮಗಳು ಆಯೋಜಿಸಲಾಗಿದೆ.: [592, 143, 732, 213]
date-accent-bar: [902, 44, 905, 72]
third-prize-label: 3rd Prize Rs.5,00,000/- [5 Lakhs]: [756, 478, 863, 488]
notice-order: By the order of the court: [490, 1423, 567, 1431]
notice-petitioner: Sitharama Shetty & others: [479, 1168, 567, 1176]
first-prize-label: 1st Prize Rs.1,00,00,000/- [1 Crore]: [756, 390, 869, 399]
notice-signature: Sd/- Advocate for petitioner: [645, 1338, 745, 1348]
notice-minor-name: FATHIMATH FASEELA,: [591, 918, 673, 928]
consolation-number: MS 206740: [756, 434, 793, 444]
